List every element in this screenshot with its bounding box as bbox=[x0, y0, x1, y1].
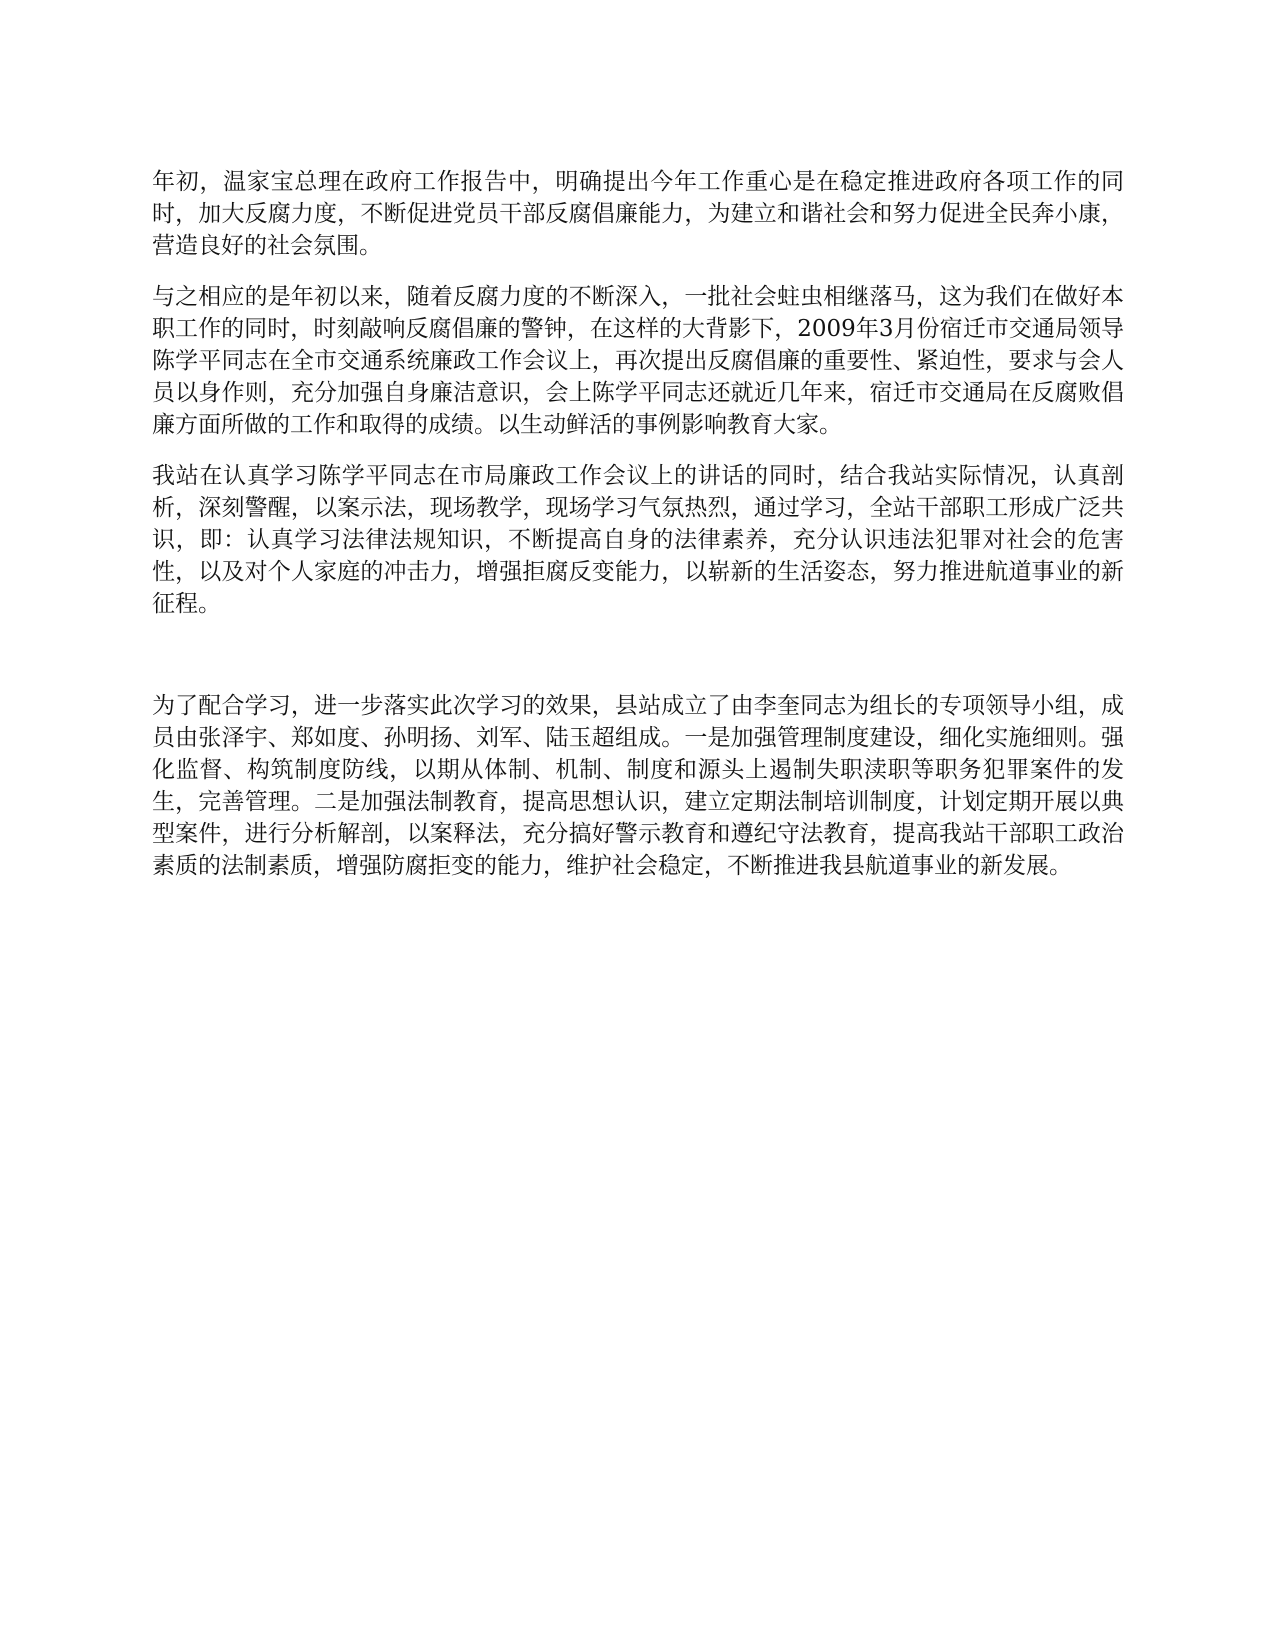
document-body bbox=[152, 166, 1124, 882]
paragraph-3: 我站在认真学习陈学平同志在市局廉政工作会议上的讲话的同时，结合我站实际情况，认真剖析，深刻警醒，以案示法，现场教学，现场学习气氛热烈，通过学习，全站干部职工形成广泛共识，即：认真学习法律法规知识，不断提高自身的法律素养，充分认识违法犯罪对社会的危害性，以及对个人家庭的冲击力，增强拒腐反变能力，以崭新的生活姿态，努力推进航道事业的新征程。 bbox=[152, 463, 1124, 617]
paragraph-4: 为了配合学习，进一步落实此次学习的效果，县站成立了由李奎同志为组长的专项领导小组，成员由张泽宇、郑如度、孙明扬、刘军、陆玉超组成。一是加强管理制度建设，细化实施细则。强化监督、构筑制度防线，以期从体制、机制、制度和源头上遏制失职渎职等职务犯罪案件的发生，完善管理。二是加强法制教育，提高思想认识，建立定期法制培训制度，计划定期开展以典型案件，进行分析解剖，以案释法，充分搞好警示教育和遵纪守法教育，提高我站干部职工政治素质的法制素质，增强防腐拒变的能力，维护社会稳定，不断推进我县航道事业的新发展。 bbox=[152, 693, 1124, 879]
paragraph-2: 与之相应的是年初以来，随着反腐力度的不断深入，一批社会蛀虫相继落马，这为我们在做好本职工作的同时，时刻敲响反腐倡廉的警钟，在这样的大背影下，2009年3月份宿迁市交通局领导陈学平同志在全市交通系统廉政工作会议上，再次提出反腐倡廉的重要性、紧迫性，要求与会人员以身作则，充分加强自身廉洁意识，会上陈学平同志还就近几年来，宿迁市交通局在反腐败倡廉方面所做的工作和取得的成绩。以生动鲜活的事例影响教育大家。 bbox=[152, 284, 1124, 438]
paragraph-1: 年初，温家宝总理在政府工作报告中，明确提出今年工作重心是在稳定推进政府各项工作的同时，加大反腐力度，不断促进党员干部反腐倡廉能力，为建立和谐社会和努力促进全民奔小康，营造良好的社会氛围。 bbox=[152, 169, 1124, 259]
